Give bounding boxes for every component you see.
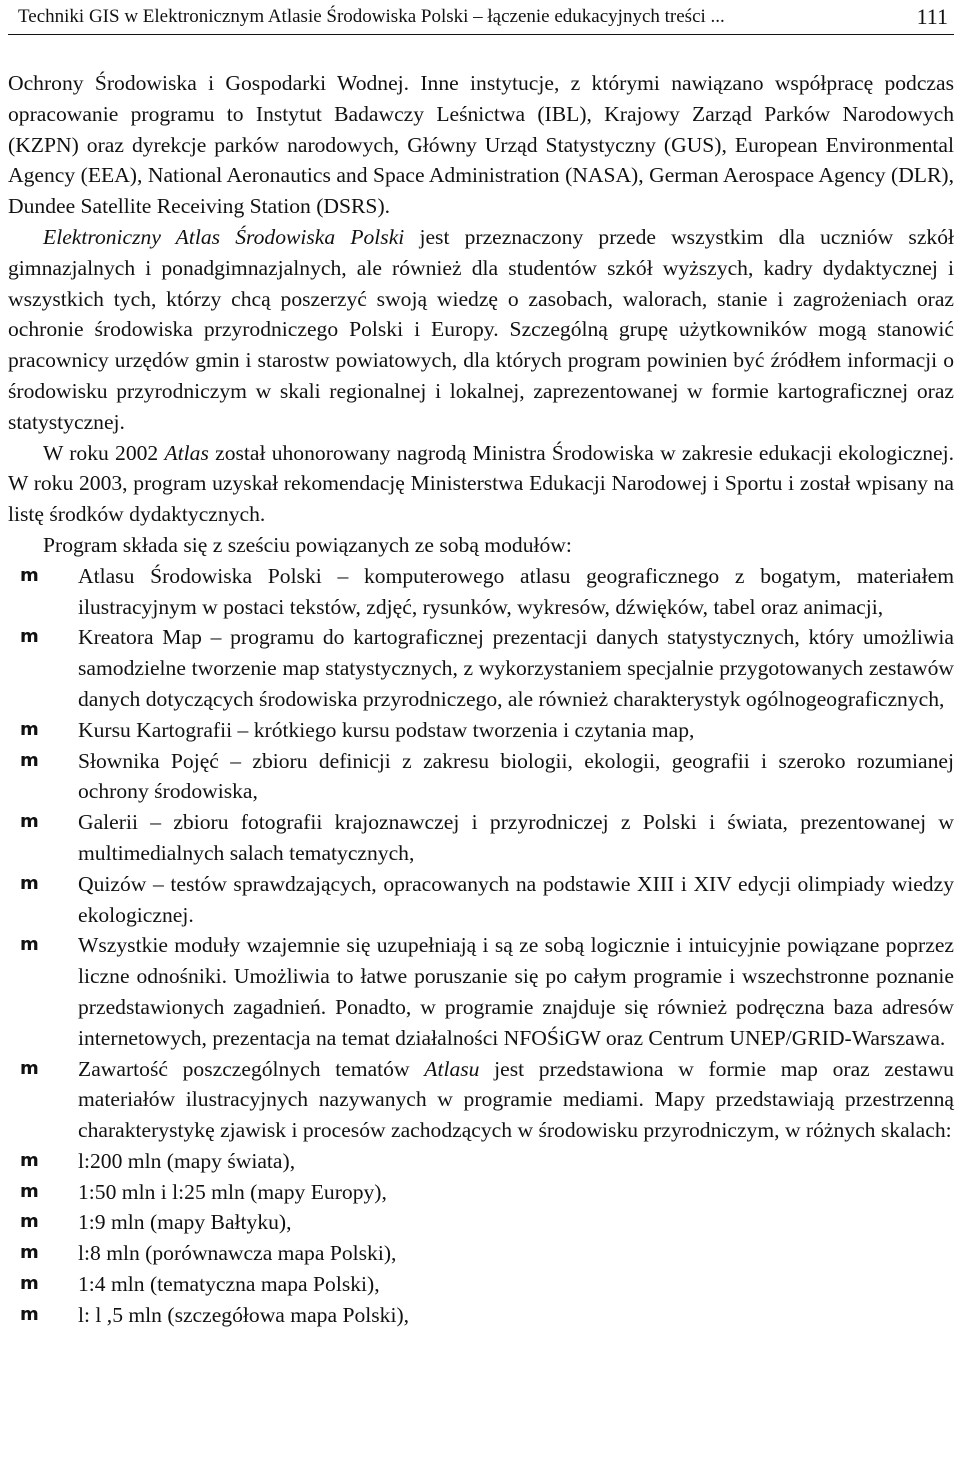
list-item-text: 1:50 mln i l:25 mln (mapy Europy),: [78, 1179, 387, 1204]
paragraph-text: jest przedstawiona w formie map oraz zestawu materiałów ilustracyjnych nazywanych w programie mediami. Mapy przedstawiają przestrzenną charakterystykę zjawisk i procesów zachodzących w środowisku przyrodniczym, w różnych skalach:: [78, 1056, 954, 1143]
list-item: [20, 1238, 678, 1269]
bullet-icon: m: [20, 872, 39, 894]
bullet-icon: m: [20, 1211, 39, 1233]
italic-title: Atlasu: [424, 1056, 480, 1081]
running-header: [8, 2, 954, 35]
list-item-text: Kreatora Map – programu do kartograficznej prezentacji danych statystycznych, który umożliwia samodzielne tworzenie map statystycznych, z wykorzystaniem specjalnie przygotowanych zestawów danych dotyczących środowiska przyrodniczego, ale również charakterystyk ogólnogeograficznych,: [78, 625, 954, 711]
list-item: [20, 715, 954, 746]
paragraph: [8, 222, 954, 438]
bullet-icon: m: [20, 1303, 39, 1325]
bullet-icon: m: [20, 626, 39, 648]
bullet-icon: m: [20, 749, 39, 771]
bullet-icon: m: [20, 1057, 39, 1079]
list-item-text: 1:4 mln (tematyczna mapa Polski),: [78, 1272, 380, 1297]
list-item: [20, 1177, 678, 1208]
list-item-text: Atlasu Środowiska Polski – komputerowego atlasu geograficznego z bogatym, materiałem ilustracyjnym w postaci tekstów, zdjęć, rysunków, wykresów, dźwięków, tabel oraz animacji,: [78, 563, 954, 619]
italic-title: Elektroniczny Atlas Środowiska Polski: [43, 224, 405, 249]
paragraph: [8, 1054, 954, 1146]
list-item: [20, 561, 954, 623]
italic-title: Atlas: [164, 440, 209, 465]
bullet-icon: m: [20, 1149, 39, 1171]
list-item: [20, 1146, 678, 1177]
list-item-text: l:200 mln (mapy świata),: [78, 1148, 296, 1173]
list-item-text: l:8 mln (porównawcza mapa Polski),: [78, 1241, 397, 1266]
paragraph-text: Wszystkie moduły wzajemnie się uzupełniają i są ze sobą logicznie i intuicyjnie powiązane poprzez liczne odnośniki. Umożliwia to łatwe poruszanie się po całym programie i wszechstronne poznanie przedstawionych zagadnień. Ponadto, w programie znajduje się również podręczna baza adresów internetowych, prezentacja na temat działalności NFOŚiGW oraz Centrum UNEP/GRID-Warszawa.: [78, 933, 954, 1050]
list-item-text: Kursu Kartografii – krótkiego kursu podstaw tworzenia i czytania map,: [78, 717, 695, 742]
list-item-text: Quizów – testów sprawdzających, opracowanych na podstawie XIII i XIV edycji olimpiady wiedzy ekologicznej.: [78, 871, 954, 927]
list-item: [20, 869, 954, 931]
list-item-text: Słownika Pojęć – zbioru definicji z zakresu biologii, ekologii, geografii i szeroko rozumianej ochrony środowiska,: [78, 748, 954, 804]
paragraph: [8, 930, 954, 1053]
bullet-icon: m: [20, 718, 39, 740]
bullet-icon: m: [20, 1273, 39, 1295]
paragraph: [8, 438, 954, 530]
bullet-icon: m: [20, 1180, 39, 1202]
list-item-text: Galerii – zbioru fotografii krajoznawczej i przyrodniczej z Polski i świata, prezentowanej w multimedialnych salach tematycznych,: [78, 810, 954, 865]
list-item: [20, 807, 954, 869]
paragraph-text: Zawartość poszczególnych tematów: [78, 1056, 425, 1081]
scales-list: [8, 1146, 678, 1331]
page-number: 111: [916, 4, 948, 29]
header-title: Techniki GIS w Elektronicznym Atlasie Środowiska Polski – łączenie edukacyjnych treści ...: [18, 6, 725, 27]
list-item: [20, 1207, 678, 1238]
bullet-icon: m: [20, 934, 39, 956]
paragraph-text: jest przeznaczony przede wszystkim dla uczniów szkół gimnazjalnych i ponadgimnazjalnych, ale również dla studentów szkół wyższych, kadry dydaktycznej i wszystkich tych, którzy chcą poszerzyć swoją wiedzę o zasobach, walorach, stanie i zagrożeniach oraz ochronie środowiska przyrodniczego Polski i Europy. Szczególną grupę użytkowników mogą stanowić pracownicy urzędów gmin i starostw powiatowych, dla których program powinien być źródłem informacji o środowisku przyrodniczym w skali regionalnej i lokalnej, zaprezentowanej w formie kartograficznej oraz statystycznej.: [8, 224, 955, 434]
list-item: [20, 622, 954, 714]
bullet-icon: m: [20, 1242, 39, 1264]
list-item-text: l: l ,5 mln (szczegółowa mapa Polski),: [78, 1302, 410, 1327]
list-item: [20, 1300, 678, 1331]
list-item-text: 1:9 mln (mapy Bałtyku),: [78, 1210, 292, 1235]
bullet-icon: m: [20, 811, 39, 833]
paragraph-text: W roku 2002: [43, 440, 165, 465]
paragraph: Ochrony Środowiska i Gospodarki Wodnej. Inne instytucje, z którymi nawiązano współpracę podczas opracowanie programu to Instytut Badawczy Leśnictwa (IBL), Krajowy Zarząd Parków Narodowych (KZPN) oraz dyrekcje parków narodowych, Główny Urząd Statystyczny (GUS), European Environmental Agency (EEA), National Aeronautics and Space Administration (NASA), German Aerospace Agency (DLR), Dundee Satellite Receiving Station (DSRS).: [8, 71, 954, 219]
list-item: [20, 746, 954, 808]
modules-list: [8, 561, 954, 931]
list-item: [20, 1269, 678, 1300]
paragraph-text: został uhonorowany nagrodą Ministra Środowiska w zakresie edukacji ekologicznej. W roku 2003, program uzyskał rekomendację Ministerstwa Edukacji Narodowej i Sportu i został wpisany na listę środków dydaktycznych.: [8, 440, 954, 527]
paragraph: Program składa się z sześciu powiązanych ze sobą modułów:: [43, 532, 572, 557]
body-text: [8, 68, 954, 1331]
bullet-icon: m: [20, 564, 39, 586]
